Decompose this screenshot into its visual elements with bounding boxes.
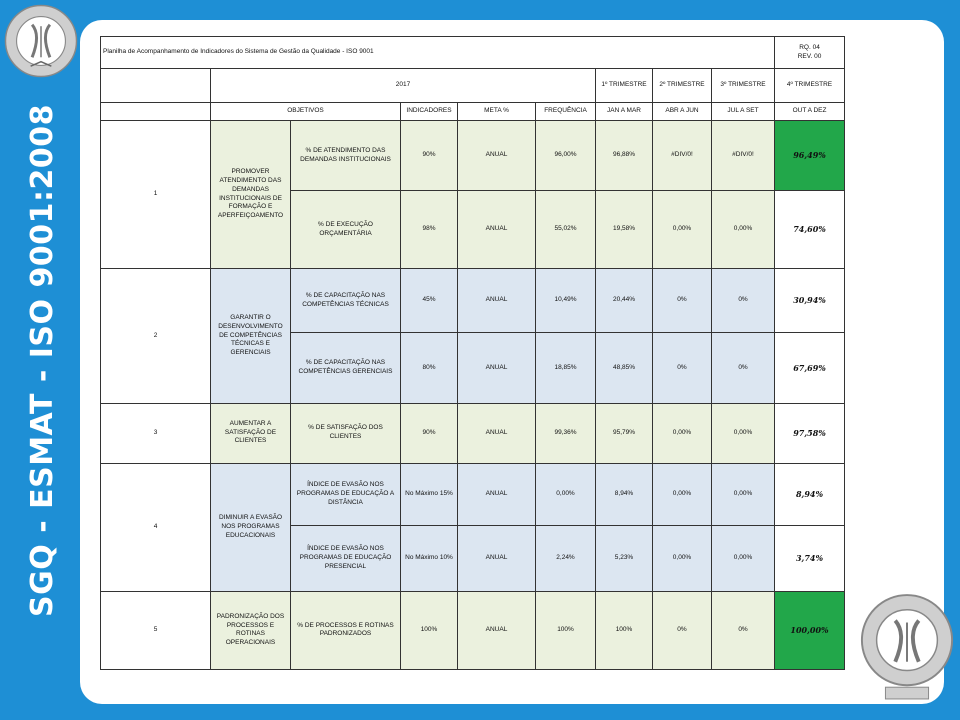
table-row [101,403,845,463]
accumulated-value: 97,58% [775,403,845,463]
q3-value: 0,00% [653,525,712,591]
q2-value: 100% [596,591,653,669]
quarter-header-3: 3º TRIMESTRE [712,69,775,103]
frequency-value: ANUAL [458,333,536,403]
meta-value: 80% [401,333,458,403]
quarter-header-1: 1º TRIMESTRE [596,69,653,103]
accumulated-value: 96,49% [775,121,845,191]
q3-value: 0,00% [653,403,712,463]
meta-value: 90% [401,403,458,463]
quarter-header-2: 2º TRIMESTRE [653,69,712,103]
q1-value: 55,02% [536,191,596,269]
col-header-q4: OUT A DEZ [775,103,845,121]
indicator-name: % DE SATISFAÇÃO DOS CLIENTES [291,403,401,463]
q2-value: 19,58% [596,191,653,269]
frequency-value: ANUAL [458,403,536,463]
q1-value: 100% [536,591,596,669]
col-header-indicadores: INDICADORES [401,103,458,121]
accumulated-value: 100,00% [775,591,845,669]
q2-value: 96,88% [596,121,653,191]
q3-value: 0,00% [653,191,712,269]
meta-value: No Máximo 10% [401,525,458,591]
table-row [101,591,845,669]
col-header-objetivos: OBJETIVOS [211,103,401,121]
objective-text: AUMENTAR A SATISFAÇÃO DE CLIENTES [211,403,291,463]
q4-value: #DIV/0! [712,121,775,191]
objective-number: 1 [101,121,211,269]
q4-value: 0% [712,269,775,333]
q2-value: 5,23% [596,525,653,591]
indicator-name: % DE ATENDIMENTO DAS DEMANDAS INSTITUCIONAIS [291,121,401,191]
q2-value: 20,44% [596,269,653,333]
col-header-frequencia: FREQUÊNCIA [536,103,596,121]
side-banner-text: SGQ - ESMAT - ISO 9001:2008 [24,103,60,617]
table-row [101,121,845,191]
quarter-header-4: 4º TRIMESTRE [775,69,845,103]
frequency-value: ANUAL [458,463,536,525]
objective-number: 4 [101,463,211,591]
objective-text: DIMINUIR A EVASÃO NOS PROGRAMAS EDUCACIONAIS [211,463,291,591]
q3-value: 0% [653,269,712,333]
indicator-name: % DE PROCESSOS E ROTINAS PADRONIZADOS [291,591,401,669]
q4-value: 0,00% [712,403,775,463]
q1-value: 0,00% [536,463,596,525]
frequency-value: ANUAL [458,591,536,669]
meta-value: 90% [401,121,458,191]
indicators-table [100,36,845,670]
accumulated-value: 8,94% [775,463,845,525]
q1-value: 10,49% [536,269,596,333]
accumulated-value: 67,69% [775,333,845,403]
esmat-seal-logo [4,4,78,78]
blank-cell [101,69,211,103]
q1-value: 2,24% [536,525,596,591]
table-row [101,269,845,333]
frequency-value: ANUAL [458,121,536,191]
year-header: 2017 [211,69,596,103]
blank-cell [101,103,211,121]
q2-value: 48,85% [596,333,653,403]
col-header-q1: JAN A MAR [596,103,653,121]
col-header-q2: ABR A JUN [653,103,712,121]
q4-value: 0,00% [712,463,775,525]
objective-number: 3 [101,403,211,463]
objective-number: 2 [101,269,211,403]
q4-value: 0% [712,591,775,669]
meta-value: 45% [401,269,458,333]
frequency-value: ANUAL [458,269,536,333]
indicator-name: % DE EXECUÇÃO ORÇAMENTÁRIA [291,191,401,269]
col-header-meta: META % [458,103,536,121]
meta-value: 98% [401,191,458,269]
objective-text: PROMOVER ATENDIMENTO DAS DEMANDAS INSTITUCIONAIS DE FORMAÇÃO E APERFEIÇOAMENTO [211,121,291,269]
q3-value: #DIV/0! [653,121,712,191]
side-banner [22,95,62,625]
indicator-name: ÍNDICE DE EVASÃO NOS PROGRAMAS DE EDUCAÇÃO A DISTÂNCIA [291,463,401,525]
accumulated-value: 30,94% [775,269,845,333]
meta-value: 100% [401,591,458,669]
q3-value: 0,00% [653,463,712,525]
q2-value: 8,94% [596,463,653,525]
q4-value: 0,00% [712,525,775,591]
q2-value: 95,79% [596,403,653,463]
frequency-value: ANUAL [458,191,536,269]
accumulated-value: 74,60% [775,191,845,269]
q1-value: 18,85% [536,333,596,403]
doc-rev: REV. 00 [797,52,822,60]
table-row [101,463,845,525]
esmat-seal-logo-large [858,588,956,708]
q4-value: 0,00% [712,191,775,269]
doc-code-cell [775,37,845,69]
doc-rq: RQ. 04 [799,43,820,51]
objective-number: 5 [101,591,211,669]
sheet-title: Planilha de Acompanhamento de Indicadores do Sistema de Gestão da Qualidade - ISO 9001 [101,37,775,69]
indicator-name: % DE CAPACITAÇÃO NAS COMPETÊNCIAS TÉCNICAS [291,269,401,333]
q3-value: 0% [653,591,712,669]
objective-text: GARANTIR O DESENVOLVIMENTO DE COMPETÊNCIAS TÉCNICAS E GERENCIAIS [211,269,291,403]
objective-text: PADRONIZAÇÃO DOS PROCESSOS E ROTINAS OPERACIONAIS [211,591,291,669]
q1-value: 96,00% [536,121,596,191]
accumulated-value: 3,74% [775,525,845,591]
meta-value: No Máximo 15% [401,463,458,525]
col-header-q3: JUL A SET [712,103,775,121]
indicator-name: % DE CAPACITAÇÃO NAS COMPETÊNCIAS GERENCIAIS [291,333,401,403]
q3-value: 0% [653,333,712,403]
indicator-name: ÍNDICE DE EVASÃO NOS PROGRAMAS DE EDUCAÇÃO PRESENCIAL [291,525,401,591]
frequency-value: ANUAL [458,525,536,591]
q1-value: 99,36% [536,403,596,463]
q4-value: 0% [712,333,775,403]
